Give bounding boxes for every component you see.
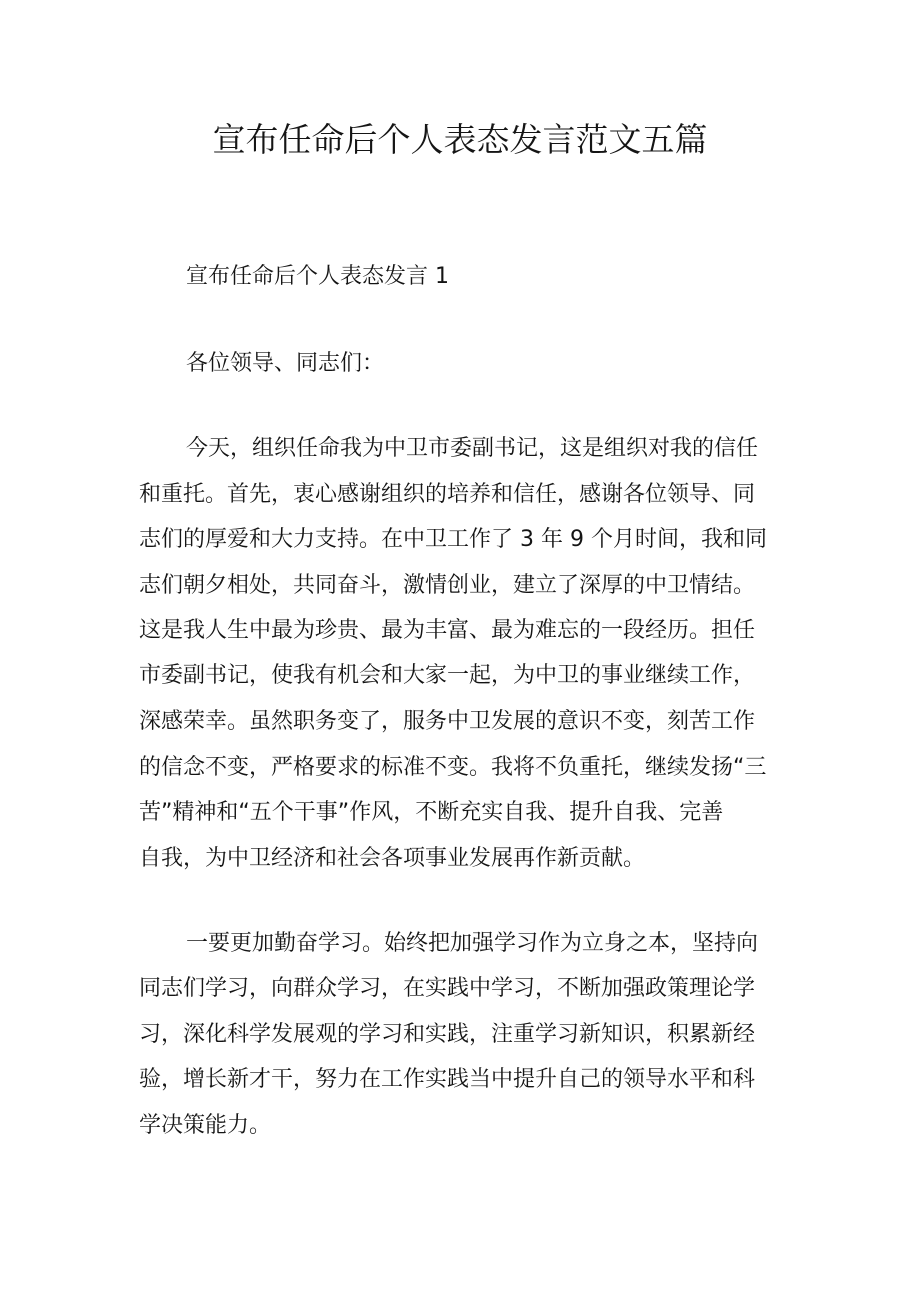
paragraph-line: 一要更加勤奋学习。始终把加强学习作为立身之本，坚持向 [186, 931, 759, 956]
paragraph-line: 和重托。首先，衷心感谢组织的培养和信任，感谢各位领导、同 [139, 482, 756, 507]
salutation: 各位领导、同志们： [186, 351, 385, 376]
paragraph-line: 市委副书记，使我有机会和大家一起，为中卫的事业继续工作， [139, 663, 756, 688]
paragraph-line: 自我，为中卫经济和社会各项事业发展再作新贡献。 [139, 846, 646, 871]
paragraph-line: 习，深化科学发展观的学习和实践，注重学习新知识，积累新经 [139, 1022, 756, 1047]
paragraph-line: 的信念不变，严格要求的标准不变。我将不负重托，继续发扬“三 [139, 755, 767, 780]
paragraph-line: 这是我人生中最为珍贵、最为丰富、最为难忘的一段经历。担任 [139, 618, 756, 643]
section-heading: 宣布任命后个人表态发言 1 [186, 264, 449, 289]
paragraph-line: 志们朝夕相处，共同奋斗，激情创业，建立了深厚的中卫情结。 [139, 573, 756, 598]
paragraph-line: 苦”精神和“五个干事”作风，不断充实自我、提升自我、完善 [139, 800, 724, 825]
paragraph-line: 学决策能力。 [139, 1113, 272, 1138]
paragraph-line: 志们的厚爱和大力支持。在中卫工作了 3 年 9 个月时间，我和同 [139, 527, 767, 552]
document-title: 宣布任命后个人表态发言范文五篇 [212, 120, 708, 159]
paragraph-line: 今天，组织任命我为中卫市委副书记，这是组织对我的信任 [186, 436, 759, 461]
paragraph-line: 深感荣幸。虽然职务变了，服务中卫发展的意识不变，刻苦工作 [139, 709, 756, 734]
paragraph-line: 验，增长新才干，努力在工作实践当中提升自己的领导水平和科 [139, 1067, 756, 1092]
paragraph-line: 同志们学习，向群众学习，在实践中学习，不断加强政策理论学 [139, 976, 756, 1001]
